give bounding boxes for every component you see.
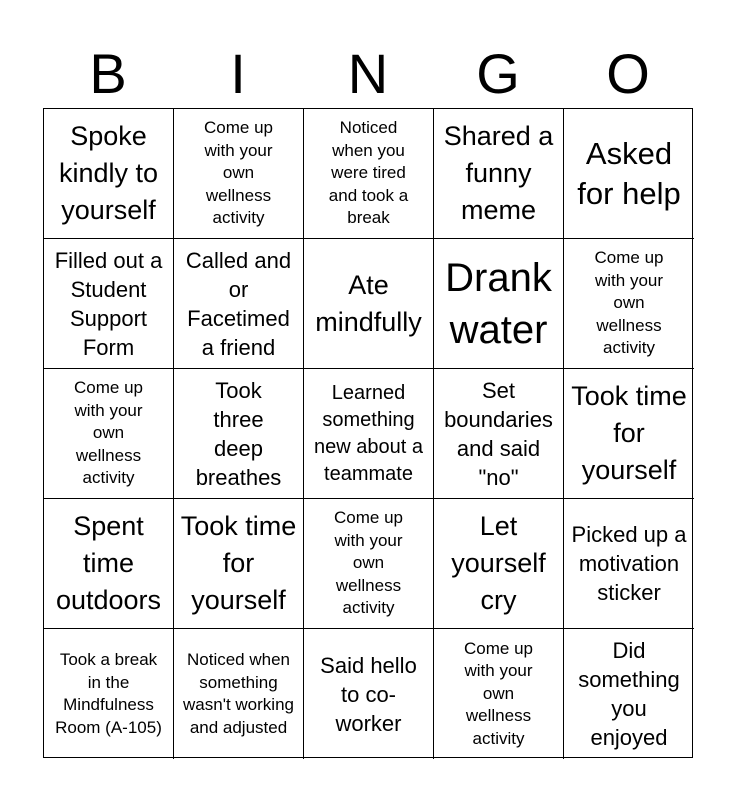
bingo-cell[interactable] bbox=[564, 499, 694, 629]
cell-text: Picked up a motivation sticker bbox=[571, 522, 687, 605]
bingo-cell[interactable] bbox=[44, 369, 174, 499]
cell-text: Took time for yourself bbox=[180, 511, 297, 615]
bingo-cell[interactable] bbox=[174, 499, 304, 629]
cell-text: Said hello to co-worker bbox=[320, 652, 417, 736]
bingo-cell[interactable] bbox=[174, 239, 304, 369]
bingo-cell[interactable] bbox=[564, 109, 694, 239]
cell-text: Come up with your own wellness activity bbox=[204, 118, 273, 228]
bingo-cell[interactable] bbox=[434, 369, 564, 499]
bingo-cell[interactable] bbox=[564, 629, 694, 759]
cell-text: Spent time outdoors bbox=[55, 511, 162, 615]
bingo-cell[interactable] bbox=[174, 369, 304, 499]
bingo-cell[interactable] bbox=[434, 109, 564, 239]
cell-text: Called and or Facetimed a friend bbox=[185, 247, 292, 360]
bingo-cell[interactable] bbox=[44, 109, 174, 239]
bingo-cell[interactable] bbox=[304, 629, 434, 759]
cell-text: Let yourself cry bbox=[451, 511, 546, 615]
header-letter-o: O bbox=[606, 42, 650, 105]
cell-text: Did something you enjoyed bbox=[578, 638, 680, 750]
header-letter-b: B bbox=[89, 42, 127, 105]
cell-text: Learned something new about a teammate bbox=[314, 381, 423, 485]
cell-text: Come up with your own wellness activity bbox=[74, 378, 143, 488]
cell-text: Come up with your own wellness activity bbox=[464, 638, 533, 748]
cell-text: Took a break in the Mindfulness Room (A-105) bbox=[55, 650, 162, 737]
cell-text: Filled out a Student Support Form bbox=[54, 247, 163, 360]
bingo-cell[interactable] bbox=[44, 239, 174, 369]
cell-text: Took time for yourself bbox=[571, 381, 687, 485]
header-letter-n: N bbox=[347, 42, 389, 105]
cell-text: Come up with your own wellness activity bbox=[334, 508, 403, 618]
bingo-grid bbox=[43, 108, 693, 758]
cell-text: Ate mindfully bbox=[315, 269, 422, 337]
bingo-cell[interactable] bbox=[564, 369, 694, 499]
cell-text: Shared a funny meme bbox=[443, 121, 554, 225]
cell-text: Come up with your own wellness activity bbox=[594, 248, 664, 358]
bingo-cell[interactable] bbox=[304, 239, 434, 369]
bingo-cell[interactable] bbox=[44, 499, 174, 629]
bingo-cell[interactable] bbox=[304, 499, 434, 629]
bingo-header bbox=[43, 40, 693, 108]
cell-text: Took three deep breathes bbox=[195, 377, 282, 490]
header-letter-i: I bbox=[230, 42, 246, 105]
bingo-cell[interactable] bbox=[434, 499, 564, 629]
bingo-cell[interactable] bbox=[44, 629, 174, 759]
cell-text: Asked for help bbox=[577, 135, 681, 211]
bingo-cell[interactable] bbox=[434, 629, 564, 759]
cell-text: Noticed when you were tired and took a break bbox=[328, 118, 409, 228]
bingo-cell[interactable] bbox=[434, 239, 564, 369]
bingo-cell[interactable] bbox=[174, 629, 304, 759]
bingo-cell[interactable] bbox=[304, 369, 434, 499]
bingo-cell[interactable] bbox=[304, 109, 434, 239]
cell-text: Noticed when something wasn't working and adjusted bbox=[183, 650, 294, 737]
bingo-cell[interactable] bbox=[174, 109, 304, 239]
cell-text: Set boundaries and said "no" bbox=[444, 377, 553, 490]
header-letter-g: G bbox=[476, 42, 520, 105]
cell-text: Spoke kindly to yourself bbox=[58, 121, 159, 225]
cell-text: Drank water bbox=[445, 255, 552, 352]
bingo-cell[interactable] bbox=[564, 239, 694, 369]
